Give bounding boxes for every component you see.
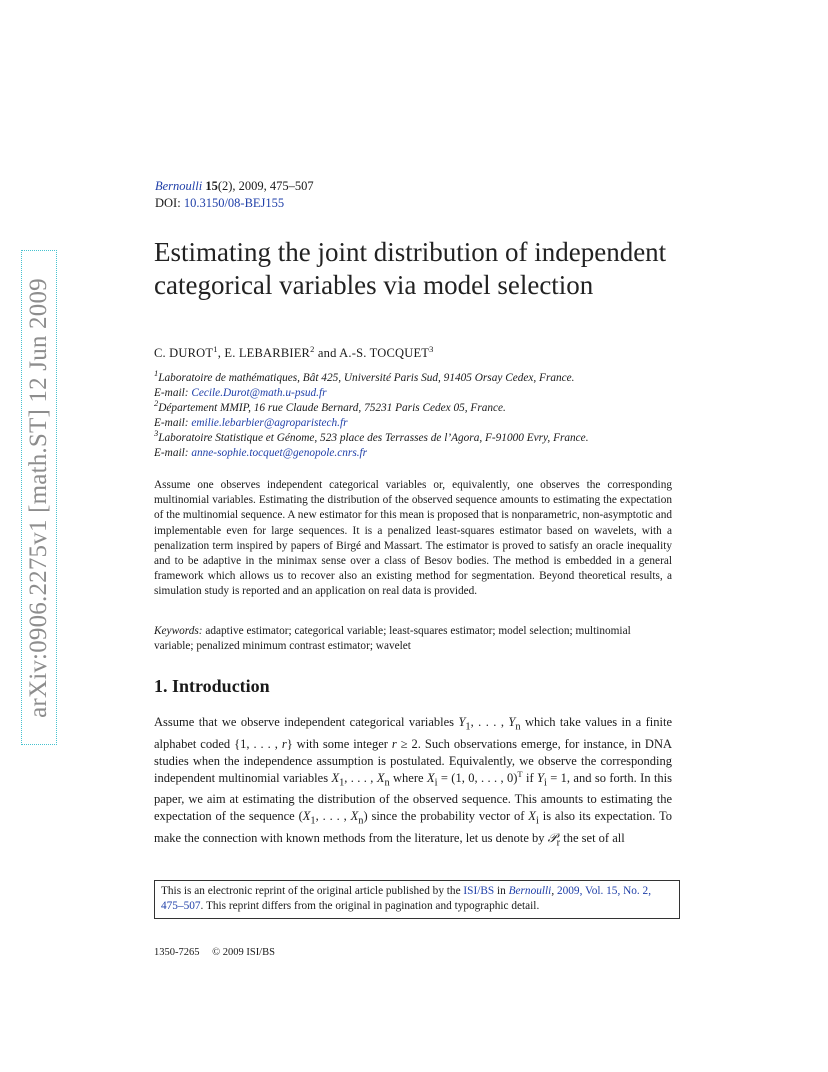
arxiv-side-stamp (21, 250, 57, 745)
author-3: A.-S. TOCQUET (339, 346, 430, 360)
journal-volume: 15 (205, 179, 218, 193)
email-label: E-mail: (154, 447, 192, 459)
issn: 1350-7265 (154, 947, 200, 958)
arxiv-identifier: arXiv:0906.2275v1 [math.ST] 12 Jun 2009 (25, 277, 52, 718)
email-link-durot[interactable]: Cecile.Durot@math.u-psud.fr (191, 387, 327, 399)
author-3-sup: 3 (429, 343, 434, 354)
reprint-text: This is an electronic reprint of the original article published by the (161, 885, 464, 897)
affiliations (154, 368, 694, 461)
email-label: E-mail: (154, 387, 192, 399)
email-link-tocquet[interactable]: anne-sophie.tocquet@genopole.cnrs.fr (191, 447, 368, 459)
doi-link[interactable]: 10.3150/08-BEJ155 (183, 196, 285, 210)
affiliation-2 (154, 398, 694, 416)
journal-issue: (2), 2009, 475–507 (217, 179, 314, 193)
affiliation-1 (154, 368, 694, 386)
reprint-notice-box: This is an electronic reprint of the original article published by the ISI/BS in Bernoulli, 2009, Vol. 15, No. 2, 475–507. This reprint differs from the original in pagination and typographic detail. (154, 880, 680, 919)
affiliation-1-email-line (154, 386, 694, 401)
paper-title: Estimating the joint distribution of independent categorical variables via model selection (154, 237, 667, 300)
affiliation-2-sup: 2 (154, 398, 159, 409)
affiliation-1-text: Laboratoire de mathématiques, Bât 425, Université Paris Sud, 91405 Orsay Cedex, France. (158, 372, 575, 384)
keywords-text: adaptive estimator; categorical variable; least-squares estimator; model selection; multinomial variable; penalized minimum contrast estimator; wavelet (154, 625, 631, 653)
copyright: © 2009 ISI/BS (212, 947, 275, 958)
isi-bs-link[interactable]: ISI/BS (463, 885, 495, 897)
journal-name-link[interactable]: Bernoulli (155, 179, 203, 193)
affiliation-3-text: Laboratoire Statistique et Génome, 523 place des Terrasses de l’Agora, F-91000 Evry, France. (158, 432, 589, 444)
volume-link[interactable]: 2009, Vol. 15, No. 2, 475–507 (161, 885, 652, 912)
author-separator-and: and (314, 346, 340, 360)
author-separator: , (217, 346, 225, 360)
page-footer (154, 947, 285, 958)
email-link-lebarbier[interactable]: emilie.lebarbier@agroparistech.fr (191, 417, 348, 429)
doi-label: DOI: (155, 196, 181, 210)
affiliation-2-email-line (154, 416, 694, 431)
abstract: Assume one observes independent categorical variables or, equivalently, one observes the corresponding multinomial variables. Estimating the distribution of the observed sequence amounts to estimating the expectation of the multinomial sequence. A new estimator for this mean is proposed that is nonparametric, non-asymptotic and implementable even for large sequences. It is a penalized least-squares estimator based on wavelets, with a penalization term inspired by papers of Birgé and Massart. The estimator is proved to satisfy an oracle inequality and to be adaptive in the minimax sense over a class of Besov bodies. The method is embedded in a general framework which allows us to recover also an existing method for segmentation. Beyond theoretical results, a simulation study is reported and an application on real data is provided. (154, 479, 672, 598)
author-2: E. LEBARBIER (224, 346, 311, 360)
affiliation-3-sup: 3 (154, 428, 159, 439)
affiliation-1-sup: 1 (154, 368, 159, 379)
author-1-sup: 1 (213, 343, 218, 354)
author-2-sup: 2 (310, 343, 315, 354)
affiliation-2-text: Département MMIP, 16 rue Claude Bernard, 75231 Paris Cedex 05, France. (158, 402, 506, 414)
affiliation-3 (154, 428, 694, 446)
author-1: C. DUROT (154, 346, 214, 360)
email-label: E-mail: (154, 417, 192, 429)
affiliation-3-email-line (154, 446, 694, 461)
bernoulli-link[interactable]: Bernoulli (508, 885, 552, 897)
introduction-paragraph: Assume that we observe independent categorical variables $Y_1$, . . . , $Y_n$ which take values in a finite alphabet coded {1, . . . , r} with some integer r ≥ 2. Such observations emerge, for instance, in DNA studies when the independence assumption is postulated. Equivalently, we observe the corresponding independent multinomial variables $X_1$, . . . , $X_n$ where $X_i = (1$, 0, . . . , 0)$^T$ if $Y_i = 1$, and so forth. In this paper, we aim at estimating the distribution of the observed sequence. This amounts to estimating the expectation of the sequence ($X_1$, . . . , $X_n$) since the probability vector of $X_i$ is also its expectation. To make the connection with known methods from the literature, let us denote by 𝒫$_r$ the set of all (154, 715, 673, 848)
keywords (154, 624, 672, 654)
section-heading-introduction: 1. Introduction (154, 676, 270, 696)
author-list (154, 343, 434, 361)
keywords-label: Keywords: (154, 625, 203, 637)
journal-header (155, 178, 314, 212)
